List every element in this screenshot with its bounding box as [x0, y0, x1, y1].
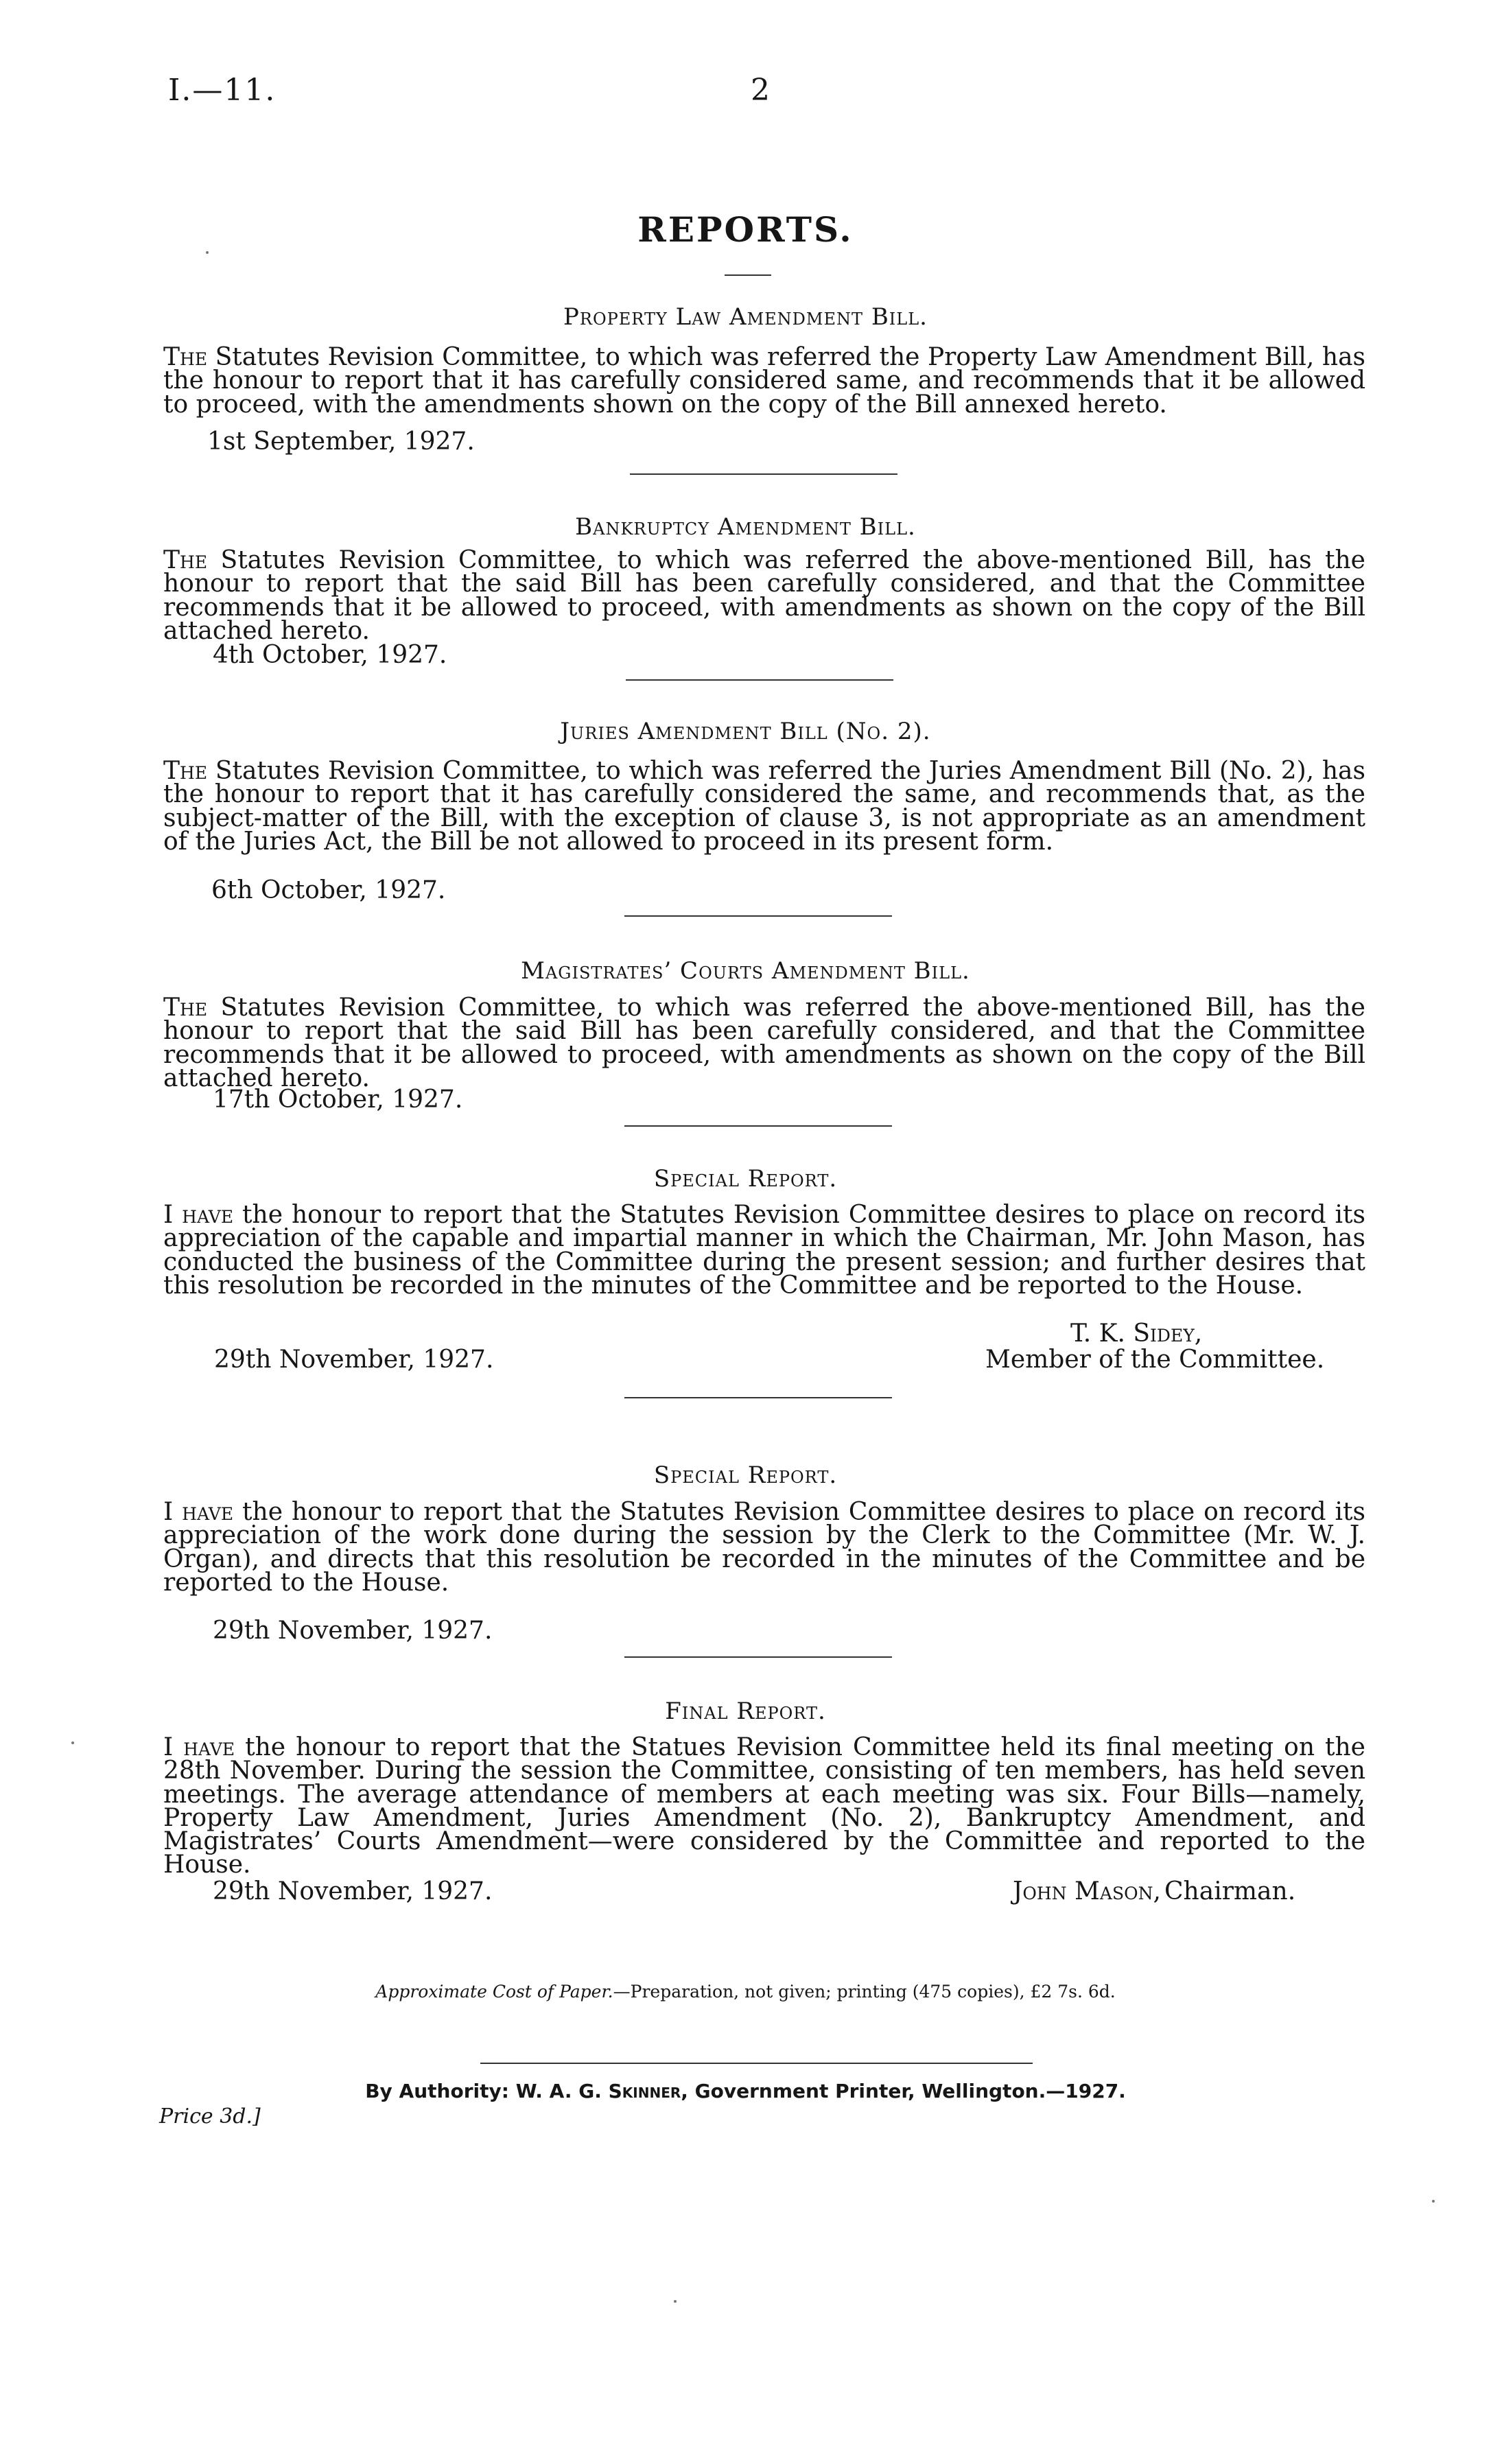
- body-text: Statutes Revision Committee, to which was referred the Juries Amendment Bill (No. 2), has the honour to report that it has carefully considered the same, and recommends that, as the subject-matter of the Bill, with the exception of clause 3, is not appropriate as an amendment of the Juries Act, the Bill be not allowed to proceed in its present form.: [163, 757, 1365, 856]
- first-word: The: [163, 546, 208, 574]
- cost-text: —Preparation, not given; printing (475 copies), £2 7s. 6d.: [613, 1982, 1116, 2002]
- page-number: 2: [751, 73, 770, 108]
- section-divider: [630, 473, 897, 475]
- footer-rule: [480, 2063, 1033, 2064]
- body-text: Statutes Revision Committee, to which was referred the above-mentioned Bill, has the honour to report that the said Bill has been carefully considered, and that the Committee recommends that it be allowed to proceed, with amendments as shown on the copy of the Bill attached hereto.: [163, 994, 1365, 1092]
- body-text: the honour to report that the Statutes Revision Committee desires to place on record its appreciation of the capable and impartial manner in which the Chairman, Mr. John Mason, has conducted the business of the Committee during the present session; and further desires that this resolution be recorded in the minutes of the Committee and be reported to the House.: [163, 1201, 1365, 1300]
- section-heading-magistrates: Magistrates’ Courts Amendment Bill.: [521, 957, 970, 985]
- section-divider: [624, 1656, 892, 1658]
- first-word: I have: [163, 1733, 235, 1761]
- scan-speck: [206, 251, 209, 254]
- section-divider: [626, 679, 893, 681]
- section-body-juries: [163, 757, 1365, 856]
- section-heading-juries: Juries Amendment Bill (No. 2).: [560, 718, 931, 745]
- page-title: REPORTS.: [637, 209, 854, 250]
- section-heading-special-report-2: Special Report.: [653, 1462, 838, 1489]
- section-heading-property-law: Property Law Amendment Bill.: [563, 303, 928, 331]
- section-divider: [624, 915, 892, 917]
- section-body-final-report: [163, 1733, 1365, 1879]
- section-heading-final-report: Final Report.: [665, 1698, 826, 1725]
- first-word: The: [163, 343, 208, 371]
- first-word: I have: [163, 1201, 234, 1229]
- scan-speck: [674, 2300, 677, 2303]
- cost-label: Approximate Cost of Paper.: [375, 1982, 613, 2002]
- scan-speck: [71, 1741, 74, 1744]
- section-body-magistrates: [163, 996, 1365, 1090]
- signature-name: T. K. Sidey,: [1070, 1319, 1203, 1348]
- section-heading-special-report-1: Special Report.: [653, 1165, 838, 1193]
- section-body-special-report-1: [163, 1201, 1365, 1300]
- section-body-bankruptcy: [163, 546, 1365, 645]
- final-signature: [1013, 1877, 1295, 1905]
- document-reference: I.—11.: [168, 73, 277, 108]
- section-date: 17th October, 1927.: [213, 1086, 463, 1114]
- section-date: 4th October, 1927.: [213, 641, 447, 669]
- title-rule: [725, 274, 771, 276]
- section-date: 29th November, 1927.: [213, 1877, 493, 1905]
- section-heading-bankruptcy: Bankruptcy Amendment Bill.: [575, 513, 916, 541]
- section-date: 6th October, 1927.: [211, 876, 446, 904]
- section-divider: [624, 1397, 892, 1398]
- authority-label: By Authority:: [365, 2080, 509, 2102]
- first-word: The: [163, 994, 208, 1022]
- first-word: I have: [163, 1498, 234, 1526]
- signature-title: Member of the Committee.: [985, 1346, 1325, 1374]
- body-text: the honour to report that the Statutes Revision Committee desires to place on record its appreciation of the work done during the session by the Clerk to the Committee (Mr. W. J. Organ), and directs that this resolution be recorded in the minutes of the Committee and be reported to the House.: [163, 1498, 1365, 1597]
- body-text: Statutes Revision Committee, to which was referred the above-mentioned Bill, has the honour to report that the said Bill has been carefully considered, and that the Committee recommends that it be allowed to proceed, with amendments as shown on the copy of the Bill attached hereto.: [163, 546, 1365, 645]
- price-label: Price 3d.]: [159, 2104, 261, 2128]
- signature-name: John Mason,: [1013, 1877, 1161, 1905]
- section-divider: [624, 1125, 892, 1127]
- cost-of-paper-note: [0, 1982, 1491, 2002]
- section-date: 29th November, 1927.: [213, 1617, 493, 1645]
- signature-title: Chairman.: [1164, 1877, 1296, 1905]
- section-body-special-report-2: [163, 1498, 1365, 1597]
- body-text: Statutes Revision Committee, to which was referred the Property Law Amendment Bill, has the honour to report that it has carefully considered same, and recommends that it be allowed to proceed, with the amendments shown on the copy of the Bill annexed hereto.: [163, 343, 1366, 419]
- body-text: the honour to report that the Statues Revision Committee held its final meeting on the 28th November. During the session the Committee, consisting of ten members, has held seven meetings. The average attendance of members at each meeting was six. Four Bills—namely, Property Law Amendment, Juries Amendment (No. 2), Bankruptcy Amendment, and Magistrates’ Courts Amendment—were considered by the Committee and reported to the House.: [163, 1733, 1365, 1879]
- scan-speck: [1432, 2200, 1435, 2203]
- first-word: The: [163, 757, 208, 785]
- section-body-property-law: [163, 343, 1366, 419]
- section-date: 29th November, 1927.: [214, 1346, 494, 1374]
- authority-rest: Government Printer, Wellington.—1927.: [694, 2080, 1126, 2102]
- authority-printer: W. A. G. Skinner,: [515, 2080, 688, 2102]
- authority-line: [0, 2080, 1491, 2102]
- section-date: 1st September, 1927.: [207, 427, 475, 456]
